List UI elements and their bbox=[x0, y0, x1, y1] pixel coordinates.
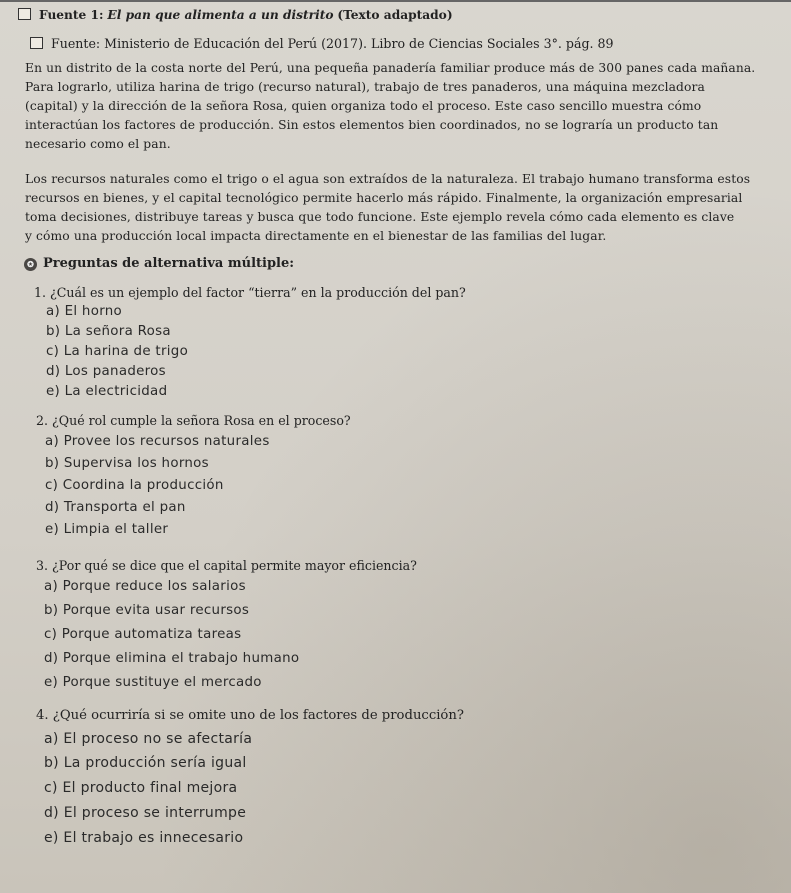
answer-option[interactable]: e) Limpia el taller bbox=[45, 522, 169, 537]
answer-option[interactable]: a) El proceso no se afectaría bbox=[44, 731, 253, 747]
answer-option[interactable]: d) Porque elimina el trabajo humano bbox=[44, 651, 300, 666]
answer-option[interactable]: a) El horno bbox=[46, 304, 123, 319]
answer-option[interactable]: c) La harina de trigo bbox=[46, 344, 189, 359]
answer-option[interactable]: e) Porque sustituye el mercado bbox=[44, 675, 262, 690]
text-line: recursos en bienes, y el capital tecnológico permite hacerlo más rápido. Finalmente, la organización empresarial bbox=[25, 191, 743, 205]
answer-option[interactable]: b) La señora Rosa bbox=[46, 324, 171, 339]
answer-option[interactable]: b) Porque evita usar recursos bbox=[44, 603, 250, 618]
answer-option[interactable]: d) Los panaderos bbox=[46, 364, 166, 379]
answer-option[interactable]: c) El producto final mejora bbox=[44, 780, 238, 796]
text-line: y cómo una producción local impacta directamente en el bienestar de las familias del lugar. bbox=[25, 229, 607, 243]
text-line: (capital) y la dirección de la señora Rosa, quien organiza todo el proceso. Este caso sencillo muestra cómo bbox=[25, 99, 702, 113]
answer-option[interactable]: a) Provee los recursos naturales bbox=[45, 434, 270, 449]
star-icon: ✪ bbox=[24, 258, 37, 271]
text-line: toma decisiones, distribuye tareas y busca que todo funcione. Este ejemplo revela cómo cada elemento es clave bbox=[25, 210, 735, 224]
answer-option[interactable]: c) Coordina la producción bbox=[45, 478, 224, 493]
answer-option[interactable]: a) Porque reduce los salarios bbox=[44, 579, 246, 594]
reference-line bbox=[30, 36, 614, 51]
answer-option[interactable]: d) El proceso se interrumpe bbox=[44, 805, 247, 821]
source-note: (Texto adaptado) bbox=[337, 8, 453, 22]
answer-option[interactable]: b) Supervisa los hornos bbox=[45, 456, 209, 471]
text-line: Para lograrlo, utiliza harina de trigo (recurso natural), trabajo de tres panaderos, una máquina mezcladora bbox=[25, 80, 705, 94]
section-title-text: Preguntas de alternativa múltiple: bbox=[43, 256, 295, 271]
answer-option[interactable]: c) Porque automatiza tareas bbox=[44, 627, 242, 642]
checkbox[interactable] bbox=[30, 37, 43, 49]
text-line: interactúan los factores de producción. Sin estos elementos bien coordinados, no se lograría un producto tan bbox=[25, 118, 719, 132]
section-title bbox=[24, 256, 294, 271]
answer-option[interactable]: e) La electricidad bbox=[46, 384, 168, 399]
question-text: 2. ¿Qué rol cumple la señora Rosa en el proceso? bbox=[36, 413, 351, 428]
reference-text: Fuente: Ministerio de Educación del Perú (2017). Libro de Ciencias Sociales 3°. pág. 89 bbox=[51, 36, 614, 51]
answer-option[interactable]: e) El trabajo es innecesario bbox=[44, 830, 244, 846]
text-line: necesario como el pan. bbox=[25, 137, 171, 151]
top-border bbox=[0, 0, 791, 2]
question-text: 4. ¿Qué ocurriría si se omite uno de los factores de producción? bbox=[36, 708, 464, 723]
source-label: Fuente 1: bbox=[39, 8, 104, 22]
answer-option[interactable]: b) La producción sería igual bbox=[44, 755, 247, 771]
question-text: 3. ¿Por qué se dice que el capital permite mayor eficiencia? bbox=[36, 558, 417, 573]
text-line: En un distrito de la costa norte del Perú, una pequeña panadería familiar produce más de 300 panes cada mañana. bbox=[25, 61, 756, 75]
text-line: Los recursos naturales como el trigo o el agua son extraídos de la naturaleza. El trabajo humano transforma estos bbox=[25, 172, 751, 186]
source-title: El pan que alimenta a un distrito bbox=[107, 8, 334, 22]
checkbox[interactable] bbox=[18, 8, 31, 20]
question-text: 1. ¿Cuál es un ejemplo del factor “tierra” en la producción del pan? bbox=[34, 285, 466, 300]
answer-option[interactable]: d) Transporta el pan bbox=[45, 500, 186, 515]
source-header bbox=[18, 8, 453, 22]
